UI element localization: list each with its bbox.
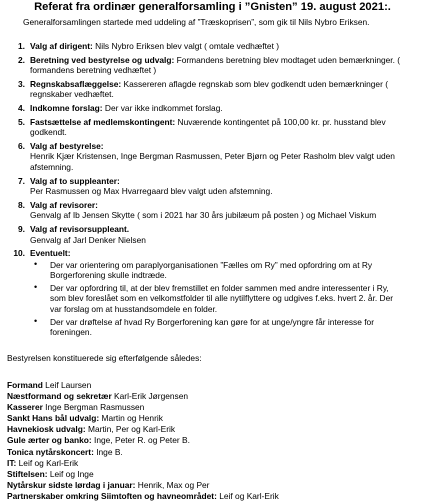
agenda-item-6	[0, 141, 425, 173]
role-title: Formand	[7, 380, 43, 390]
role-names: Henrik, Max og Per	[135, 479, 210, 490]
eventuelt-list	[30, 260, 411, 338]
role-title: Sankt Hans bål udvalg:	[7, 413, 100, 424]
item-text: Kassereren aflagde regnskab som blev godkendt uden bemærkninger ( regnskaber vedhæftet.	[30, 78, 388, 100]
list-item-text: Der var opfordring til, at der blev fremstillet en folder sammen med andre interessenter i Ry, som blev foreslået som en velkomstfolder til alle nytilflyttere og udgives f.eks. hvert 2. år. Der var forslag om at husstandsomdele en folder.	[50, 282, 394, 315]
role-names: Leif og Inge	[47, 468, 94, 479]
item-label: Valg af to suppleanter:	[30, 175, 120, 186]
role-item	[7, 469, 279, 480]
item-number: 7.	[18, 175, 25, 186]
agenda-item-3	[0, 79, 425, 100]
role-title: Stiftelsen:	[7, 468, 48, 479]
role-title: Nytårskur sidste lørdag i januar:	[7, 479, 136, 490]
agenda-item-5	[0, 117, 425, 138]
list-item	[30, 260, 411, 281]
item-text: Henrik Kjær Kristensen, Inge Bergman Rasmussen, Peter Bjørn og Peter Rasholm blev valgt uden afstemning.	[30, 151, 395, 172]
role-names: Leif Laursen	[42, 380, 92, 390]
document-title: Referat fra ordinær generalforsamling i ”Gnisten” 19. august 2021:.	[34, 1, 391, 13]
list-item	[30, 283, 411, 315]
roles-list	[7, 380, 279, 502]
item-text: Genvalg af Jarl Denker Nielsen	[30, 234, 146, 245]
role-item	[7, 491, 279, 502]
list-item	[30, 317, 411, 338]
item-label: Indkomne forslag:	[30, 102, 103, 113]
item-text: Der var ikke indkommet forslag.	[102, 102, 223, 113]
role-names: Leif og Karl-Erik	[216, 490, 279, 501]
item-label: Regnskabsaflæggelse:	[30, 78, 122, 89]
role-item	[7, 380, 279, 391]
role-title: Kasserer	[7, 402, 43, 413]
item-text: Formandens beretning blev modtaget uden bemærkninger. ( formandens beretning vedhæftet )	[30, 54, 401, 76]
list-item-text: Der var drøftelse af hvad Ry Borgerforening kan gøre for at unge/yngre får interesse for foreningen.	[50, 316, 374, 338]
item-number: 3.	[18, 78, 25, 89]
bullet-icon: •	[34, 281, 38, 292]
role-names: Inge B.	[93, 446, 123, 457]
bullet-icon: •	[34, 258, 38, 269]
agenda-item-1	[0, 41, 425, 52]
agenda-item-9	[0, 224, 425, 245]
bullet-icon: •	[34, 315, 38, 326]
role-item	[7, 435, 279, 446]
role-item	[7, 391, 279, 402]
role-title: Tonica nytårskoncert:	[7, 446, 94, 457]
item-label: Valg af dirigent:	[30, 41, 93, 51]
item-label: Valg af revisorer:	[30, 199, 98, 210]
item-number: 5.	[18, 116, 25, 127]
role-item	[7, 424, 279, 435]
agenda-list	[0, 41, 425, 341]
role-title: Partnerskaber omkring Siimtoften og havneområdet:	[7, 490, 217, 501]
item-label: Fastsættelse af medlemskontingent:	[30, 116, 176, 127]
list-item-text: Der var orientering om paraplyorganisationen ”Fælles om Ry” med opfordring om at Ry Borgerforening skulle indtræde.	[50, 259, 373, 281]
item-number: 6.	[18, 140, 25, 151]
agenda-item-10	[0, 248, 425, 338]
item-number: 4.	[18, 102, 25, 113]
item-label: Valg af bestyrelse:	[30, 140, 104, 151]
role-title: Gule ærter og banko:	[7, 435, 92, 446]
agenda-item-8	[0, 200, 425, 221]
item-label: Valg af revisorsuppleant.	[30, 223, 130, 234]
role-title: Havnekiosk udvalg:	[7, 424, 86, 435]
role-item	[7, 402, 279, 413]
role-names: Karl-Erik Jørgensen	[111, 391, 189, 402]
item-label: Eventuelt:	[30, 248, 71, 259]
role-item	[7, 413, 279, 424]
role-names: Martin, Per og Karl-Erik	[85, 424, 176, 435]
agenda-item-7	[0, 176, 425, 197]
role-item	[7, 480, 279, 491]
role-names: Inge Bergman Rasmussen	[42, 402, 145, 413]
item-number: 1.	[18, 41, 25, 51]
item-number: 8.	[18, 199, 25, 210]
agenda-item-4	[0, 103, 425, 114]
role-title: Næstformand og sekretær	[7, 391, 112, 402]
konstitution-heading: Bestyrelsen konstituerede sig efterfølgende således:	[7, 353, 202, 363]
item-text: Nils Nybro Eriksen blev valgt ( omtale vedhæftet )	[92, 41, 280, 51]
role-item	[7, 458, 279, 469]
role-names: Martin og Henrik	[99, 413, 163, 424]
intro-paragraph: Generalforsamlingen startede med uddeling af ”Træskoprisen”, som gik til Nils Nybro Eriksen.	[23, 17, 370, 27]
item-label: Beretning ved bestyrelse og udvalg:	[30, 54, 175, 65]
role-names: Inge, Peter R. og Peter B.	[91, 435, 190, 446]
role-title: IT:	[7, 457, 17, 468]
item-number: 10.	[13, 248, 25, 259]
role-item	[7, 447, 279, 458]
item-text: Nuværende kontingentet på 100,00 kr. pr. husstand blev godkendt.	[30, 116, 386, 138]
item-number: 2.	[18, 54, 25, 65]
agenda-item-2	[0, 55, 425, 76]
role-names: Leif og Karl-Erik	[16, 457, 79, 468]
item-text: Genvalg af Ib Jensen Skytte ( som i 2021 har 30 års jubilæum på posten ) og Michael Viskum	[30, 210, 377, 221]
item-number: 9.	[18, 223, 25, 234]
item-text: Per Rasmussen og Max Hvarregaard blev valgt uden afstemning.	[30, 186, 273, 197]
